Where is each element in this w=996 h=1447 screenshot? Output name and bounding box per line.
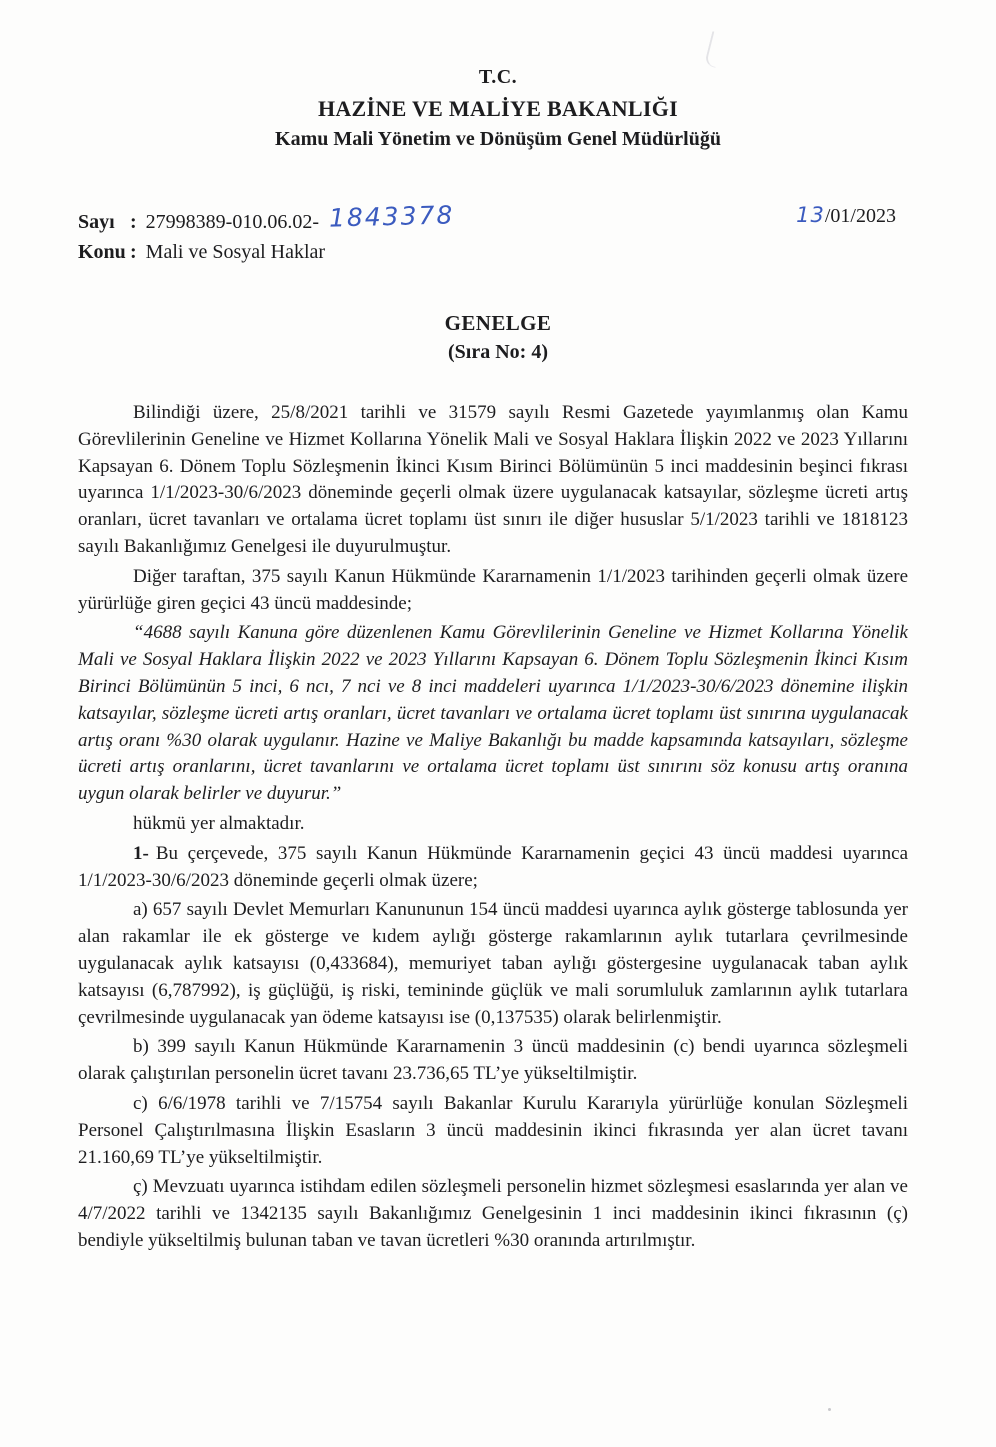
sayi-handwritten-number: 1843378 (328, 200, 455, 233)
date-printed: /01/2023 (824, 205, 896, 227)
document-date (796, 203, 896, 228)
document-title (0, 311, 996, 364)
konu-label: Konu (78, 241, 126, 263)
sayi-line (78, 200, 896, 237)
reference-block (78, 200, 896, 267)
paragraph-quote-gecici-43: “4688 sayılı Kanuna göre düzenlenen Kamu Görevlilerinin Geneline ve Hizmet Kollarına Yönelik Mali ve Sosyal Haklara İlişkin 2022 ve 2023 Yıllarını Kapsayan 6. Dönem Toplu Sözleşmenin İkinci Kısım Birinci Bölümünün 5 inci, 6 ncı, 7 nci ve 8 inci maddeleri uyarınca 1/1/2023-30/6/2023 dönemine ilişkin katsayılar, sözleşme ücreti artış oranları, ücret tavanları ve ortalama ücret toplamı üst sınırına uygulanacak artış oranı %30 olarak uygulanır. Hazine ve Maliye Bakanlığı bu madde kapsamında katsayıları, sözleşme ücreti artış oranlarını, ücret tavanlarını ve ortalama ücret toplamı üst sınırını söz konusu artış oranına uygun olarak belirler ve duyurur.” (78, 622, 908, 805)
konu-line (78, 237, 896, 267)
letterhead-directorate: Kamu Mali Yönetim ve Dönüşüm Genel Müdürlüğü (275, 128, 721, 150)
paragraph-item-a: a) 657 sayılı Devlet Memurları Kanununun 154 üncü maddesi uyarınca aylık gösterge tablosunda yer alan rakamlar ile ek gösterge ve kıdem aylığı gösterge rakamlarının aylık tutarlara çevrilmesinde uygulanacak aylık katsayısı (0,433684), memuriyet taban aylığı göstergesine uygulanacak taban aylık katsayısı (6,787992), iş güçlüğü, iş riski, temininde güçlük ve mali sorumluluk zamlarının aylık tutarlara çevrilmesinde uygulanacak yan ödeme katsayısı ise (0,137535) olarak belirlenmiştir. (78, 899, 908, 1028)
paragraph-item-cedilla: ç) Mevzuatı uyarınca istihdam edilen sözleşmeli personelin hizmet sözleşmesi esaslarında yer alan ve 4/7/2022 tarihli ve 1342135 sayılı Bakanlığımız Genelgesinin 1 inci maddesinin ikinci fıkrasının (ç) bendiyle yükseltilmiş bulunan taban ve tavan ücretleri %30 oranında artırılmıştır. (78, 1176, 908, 1251)
document-body (78, 400, 908, 1255)
paragraph-bilindigi-uzere: Bilindiği üzere, 25/8/2021 tarihli ve 31579 sayılı Resmi Gazetede yayımlanmış olan Kamu Görevlilerinin Geneline ve Hizmet Kollarına Yönelik Mali ve Sosyal Haklara İlişkin 2022 ve 2023 Yıllarını Kapsayan 6. Dönem Toplu Sözleşmenin İkinci Kısım Birinci Bölümünün 5 inci maddesinin beşinci fıkrası uyarınca 1/1/2023-30/6/2023 döneminde geçerli olmak üzere uygulanacak katsayılar, sözleşme ücreti artış oranları, ücret tavanları ve ortalama ücret toplamı üst sınırı ile diğer hususlar 5/1/2023 tarihli ve 1818123 sayılı Bakanlığımız Genelgesi ile duyurulmuştur. (78, 402, 908, 557)
paragraph-diger-taraftan: Diğer taraftan, 375 sayılı Kanun Hükmünde Kararnamenin 1/1/2023 tarihinden geçerli olmak üzere yürürlüğe giren geçici 43 üncü maddesinde; (78, 565, 908, 614)
sayi-colon: : (130, 211, 137, 233)
paragraph-item-1: 1- Bu çerçevede, 375 sayılı Kanun Hükmünde Kararnamenin geçici 43 üncü maddesi uyarınca 1/1/2023-30/6/2023 döneminde geçerli olmak üzere; (78, 842, 908, 891)
sayi-number: 27998389-010.06.02- (145, 211, 319, 233)
item-1-number: 1- (133, 842, 149, 864)
title-sira-no: (Sıra No: 4) (448, 341, 548, 363)
paragraph-item-b: b) 399 sayılı Kanun Hükmünde Kararnamenin 3 üncü maddesinin (c) bendi uyarınca sözleşmeli olarak çalıştırılan personelin ücret tavanı 23.736,65 TL’ye yükseltilmiştir. (78, 1036, 908, 1085)
konu-value: Mali ve Sosyal Haklar (145, 241, 326, 263)
scan-dust-speck (828, 1408, 831, 1411)
sayi-label: Sayı (78, 211, 115, 233)
letterhead (0, 0, 996, 151)
date-day-handwritten: 13 (796, 203, 825, 227)
paragraph-hukmu-yer-almaktadir: hükmü yer almaktadır. (133, 812, 305, 834)
letterhead-ministry: HAZİNE VE MALİYE BAKANLIĞI (317, 96, 679, 121)
title-genelge: GENELGE (444, 311, 552, 335)
paragraph-item-c: c) 6/6/1978 tarihli ve 7/15754 sayılı Bakanlar Kurulu Kararıyla yürürlüğe konulan Sözleşmeli Personel Çalıştırılmasına İlişkin Esasların 3 üncü maddesinin ikinci fıkrasında yer alan ücret tavanı 21.160,69 TL’ye yükseltilmiştir. (78, 1092, 908, 1168)
letterhead-republic: T.C. (478, 66, 518, 88)
konu-colon: : (130, 241, 137, 263)
